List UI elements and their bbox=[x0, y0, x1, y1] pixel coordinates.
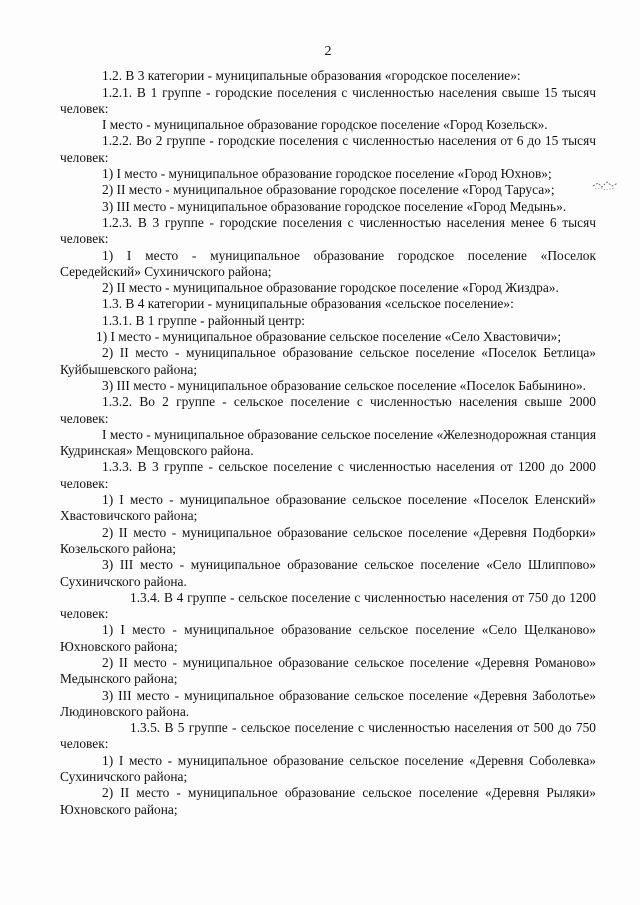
paragraph-p20: 2) II место - муниципальное образование сельское поселение «Деревня Подборки» Козельского района; bbox=[60, 524, 596, 556]
paragraph-p08: 1.2.3. В 3 группе - городские поселения с численностью населения менее 6 тысяч человек: bbox=[60, 214, 596, 247]
paragraph-p16: 1.3.2. Во 2 группе - сельское поселение с численностью населения свыше 2000 человек: bbox=[60, 394, 596, 426]
paragraph-p10: 2) II место - муниципальное образование городское поселение «Город Жиздра». bbox=[102, 280, 559, 296]
paragraph-p27: 1) I место - муниципальное образование сельское поселение «Деревня Соболевка» Сухиничского района; bbox=[60, 752, 596, 785]
paragraph-p26: 1.3.5. В 5 группе - сельское поселение с численностью населения от 500 до 750 человек: bbox=[60, 720, 596, 752]
paragraph-p02: 1.2.1. В 1 группе - городские поселения с численностью населения свыше 15 тысяч человек: bbox=[60, 84, 596, 116]
paragraph-p17: I место - муниципальное образование сельское поселение «Железнодорожная станция Кудринская» Мещовского района. bbox=[60, 426, 596, 459]
paragraph-p01: 1.2. В 3 категории - муниципальные образования «городское поселение»: bbox=[102, 68, 521, 84]
paragraph-p21: 3) III место - муниципальное образование сельское поселение «Село Шлиппово» Сухиничского района. bbox=[60, 557, 596, 589]
paragraph-p25: 3) III место - муниципальное образование сельское поселение «Деревня Заболотье» Людиновского района. bbox=[60, 687, 596, 719]
paragraph-p13: 1) I место - муниципальное образование сельское поселение «Село Хвастовичи»; bbox=[96, 329, 562, 345]
paragraph-p18: 1.3.3. В 3 группе - сельское поселение с численностью населения от 1200 до 2000 человек: bbox=[60, 459, 596, 491]
paragraph-p07: 3) III место - муниципальное образование городское поселение «Город Медынь». bbox=[102, 198, 567, 214]
pen-mark-icon bbox=[592, 178, 620, 192]
paragraph-p15: 3) III место - муниципальное образование сельское поселение «Поселок Бабынино». bbox=[102, 377, 586, 393]
document-body bbox=[60, 68, 596, 818]
paragraph-p22: 1.3.4. В 4 группе - сельское поселение с численностью населения от 750 до 1200 человек: bbox=[60, 589, 596, 622]
paragraph-p09: 1) I место - муниципальное образование городское поселение «Поселок Середейский» Сухиничского района; bbox=[60, 247, 596, 279]
paragraph-p06: 2) II место - муниципальное образование городское поселение «Город Таруса»; bbox=[102, 182, 555, 198]
paragraph-p05: 1) I место - муниципальное образование городское поселение «Город Юхнов»; bbox=[102, 166, 552, 182]
paragraph-p11: 1.3. В 4 категории - муниципальные образования «сельское поселение»: bbox=[102, 296, 514, 312]
paragraph-p23: 1) I место - муниципальное образование сельское поселение «Село Щелканово» Юхновского района; bbox=[60, 622, 596, 654]
paragraph-p24: 2) II место - муниципальное образование сельское поселение «Деревня Романово» Медынского района; bbox=[60, 654, 596, 687]
paragraph-p14: 2) II место - муниципальное образование сельское поселение «Поселок Бетлица» Куйбышевского района; bbox=[60, 345, 596, 377]
paragraph-p03: I место - муниципальное образование городское поселение «Город Козельск». bbox=[102, 117, 548, 133]
paragraph-p19: 1) I место - муниципальное образование сельское поселение «Поселок Еленский» Хвастовичского района; bbox=[60, 492, 596, 524]
paragraph-p12: 1.3.1. В 1 группе - районный центр: bbox=[102, 312, 305, 328]
paragraph-p28: 2) II место - муниципальное образование сельское поселение «Деревня Рыляки» Юхновского района; bbox=[60, 785, 596, 817]
page-number: 2 bbox=[324, 44, 332, 59]
paragraph-p04: 1.2.2. Во 2 группе - городские поселения с численностью населения от 6 до 15 тысяч человек: bbox=[60, 133, 596, 165]
